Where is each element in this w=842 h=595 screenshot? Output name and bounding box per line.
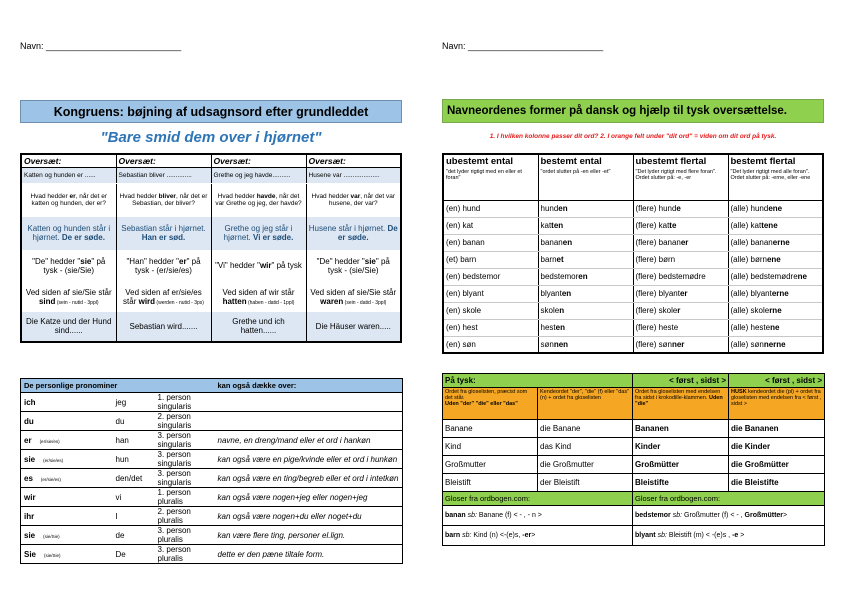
- name-field-left[interactable]: Navn: ___________________________: [20, 41, 182, 51]
- danish-pronoun: De: [115, 549, 126, 559]
- noun-form: (en) kat: [443, 217, 538, 234]
- agreement-table: [20, 153, 402, 343]
- question-cell: Hvad hedder er, når det er katten og hunden, der er?: [21, 184, 116, 217]
- agreement-section: [20, 100, 402, 343]
- nouns-col-header: ubestemt flertal: [633, 154, 728, 168]
- prompt-cell: Katten og hunden er ......: [21, 168, 116, 184]
- noun-form: (alle) kattene: [728, 217, 823, 234]
- first-last-hint: < først , sidst >: [633, 374, 729, 388]
- nouns-title: Navneordenes former på dansk og hjælp til tysk oversættelse.: [442, 99, 824, 123]
- noun-form: (en) banan: [443, 234, 538, 251]
- danish-pronoun: jeg: [116, 393, 158, 412]
- noun-form: (alle) sønnerne: [730, 339, 786, 349]
- verb-cell: Ved siden af sie/Sie står sind (sein - nutid - 3ppl): [21, 282, 116, 312]
- noun-row: [443, 251, 823, 268]
- noun-form: bedstemoren: [538, 268, 633, 285]
- first-last-hint: < først , sidst >: [729, 374, 825, 388]
- noun-form: (en) bedstemor: [443, 268, 538, 285]
- danish-pronoun: I: [116, 507, 158, 526]
- noun-form: (alle) skolerne: [728, 302, 823, 319]
- nouns-col-header: bestemt ental: [538, 154, 633, 168]
- noun-form: (flere) hunde: [633, 200, 728, 217]
- pronoun-cell: "De" hedder "sie" på tysk - (sie/Sie): [21, 250, 116, 282]
- german-word: Bleistift: [443, 474, 538, 492]
- pronoun-row: [21, 450, 403, 469]
- person-label: 3. person singularis: [158, 431, 218, 450]
- answer-cell: Sebastian wird.......: [116, 312, 211, 342]
- german-plural-article: die Großmütter: [729, 456, 825, 474]
- noun-form: (en) søn: [443, 336, 538, 353]
- noun-row: [443, 234, 823, 251]
- german-with-article: das Kind: [538, 438, 633, 456]
- glossary-header: Gloser fra ordbogen.com:: [443, 492, 633, 506]
- german-pronoun: Sie (sie/Sie): [24, 549, 61, 559]
- german-plural-article: die Bananen: [729, 420, 825, 438]
- german-label: På tysk:: [443, 374, 633, 388]
- pronoun-cell: "De" hedder "sie" på tysk - (sie/Sie): [316, 256, 390, 275]
- verb-cell: Ved siden af er/sie/es står wird (werden - nutid - 3ps): [116, 282, 211, 312]
- pronoun-note: [218, 393, 403, 412]
- danish-pronoun: han: [116, 431, 158, 450]
- col-header: Oversæt:: [21, 154, 116, 168]
- noun-form: skolen: [538, 302, 633, 319]
- german-col-desc: Ordet fra gloselisten, præcist som det står. Uden "der" "die" eller "das": [443, 388, 538, 420]
- german-plural-article: die Bleistifte: [729, 474, 825, 492]
- nouns-instruction: 1. I hvilken kolonne passer dit ord? 2. I orange felt under "dit ord" = viden om dit ord på tysk.: [489, 133, 777, 140]
- prompt-cell: Husene var ....................: [306, 168, 401, 184]
- german-row: [443, 456, 825, 474]
- german-pronoun: du: [21, 412, 116, 431]
- pronoun-row: [21, 412, 403, 431]
- pronoun-note: kan også være nogen+du eller noget+du: [218, 507, 403, 526]
- german-plural-article: die Kinder: [729, 438, 825, 456]
- col-header: Oversæt:: [306, 154, 401, 168]
- german-pronoun: er (er/sie/es): [21, 431, 116, 450]
- pronoun-note: kan også være en pige/kvinde eller et ord i hunkøn: [218, 450, 403, 469]
- glossary-entry: banan sb: Banane (f) < - , - n >: [443, 506, 633, 526]
- noun-row: [443, 200, 823, 217]
- person-label: 3. person singularis: [158, 469, 218, 488]
- pronoun-row: [21, 545, 403, 564]
- noun-form: sønnen: [538, 336, 633, 353]
- verb-cell: Ved siden af sie/Sie står waren (sein - datid - 3ppl): [310, 287, 397, 306]
- noun-form: (alle) bedstemødrene: [728, 268, 823, 285]
- nouns-col-desc: "ordet slutter på -en eller -et": [538, 168, 633, 200]
- noun-form: hesten: [538, 319, 633, 336]
- noun-form: (en) skole: [443, 302, 538, 319]
- corner-cell: Husene står i hjørnet. De er søde.: [306, 217, 401, 250]
- nouns-col-desc: "Det lyder rigtigt med flere foran". Ordet slutter på: -e, -er: [633, 168, 728, 200]
- nouns-col-desc: "det lyder rigtigt med en eller et foran": [443, 168, 538, 200]
- german-plural: Bananen: [633, 420, 729, 438]
- noun-form: bananen: [538, 234, 633, 251]
- corner-cell: Grethe og jeg står i hjørnet. Vi er søde.: [211, 217, 306, 250]
- noun-row: [443, 285, 823, 302]
- noun-form: (flere) bananer: [633, 234, 728, 251]
- noun-form: (flere) børn: [633, 251, 728, 268]
- agreement-subtitle: "Bare smid dem over i hjørnet": [100, 129, 322, 146]
- german-row: [443, 420, 825, 438]
- name-field-right[interactable]: Navn: ___________________________: [442, 41, 604, 51]
- person-label: 3. person singularis: [158, 450, 218, 469]
- noun-row: [443, 302, 823, 319]
- noun-form: katten: [538, 217, 633, 234]
- person-label: 2. person pluralis: [158, 507, 218, 526]
- noun-form: (flere) blyanter: [633, 285, 728, 302]
- pronoun-cell: "Han" hedder "er" på tysk - (er/sie/es): [116, 250, 211, 282]
- pronoun-row: [21, 393, 403, 412]
- noun-row: [443, 336, 823, 353]
- question-cell: Hvad hedder var, når det var husene, der var?: [311, 193, 395, 208]
- prompt-cell: Sebastian bliver ..............: [116, 168, 211, 184]
- question-cell: Hvad hedder bliver, når det er Sebastian, der bliver?: [116, 184, 211, 217]
- german-word: Großmutter: [443, 456, 538, 474]
- german-row: [443, 438, 825, 456]
- german-pronoun: wir: [21, 488, 116, 507]
- german-plural: Bleistifte: [633, 474, 729, 492]
- noun-form: (flere) bedstemødre: [633, 268, 728, 285]
- answer-cell: Die Häuser waren.....: [306, 312, 401, 342]
- german-plural: Großmütter: [633, 456, 729, 474]
- glossary-entry: bedstemor sb: Großmutter (f) < - , Großmütter>: [633, 506, 825, 526]
- german-pronoun: sie (er/sie/es): [21, 450, 116, 469]
- german-table: [442, 373, 825, 546]
- noun-form: (alle) hundene: [728, 200, 823, 217]
- german-word: Banane: [443, 420, 538, 438]
- nouns-col-header: bestemt flertal: [730, 156, 796, 167]
- danish-pronoun: de: [116, 526, 158, 545]
- pronoun-row: [21, 526, 403, 545]
- col-header: Oversæt:: [211, 154, 306, 168]
- pronouns-section: [20, 378, 402, 564]
- corner-cell: Sebastian står i hjørnet. Han er sød.: [116, 217, 211, 250]
- noun-form: (alle) børnene: [728, 251, 823, 268]
- noun-form: (flere) skoler: [633, 302, 728, 319]
- german-col-desc: HUSK kendeordet die (pl) + ordet fra gloselisten med endelsen fra < først , sidst >: [729, 388, 825, 420]
- pronouns-table: [20, 378, 403, 564]
- noun-form: (alle) blyanterne: [728, 285, 823, 302]
- noun-form: (et) barn: [443, 251, 538, 268]
- noun-form: hunden: [538, 200, 633, 217]
- corner-cell: Katten og hunden står i hjørnet. De er søde.: [21, 217, 116, 250]
- person-label: 3. person pluralis: [158, 526, 218, 545]
- noun-form: barnet: [538, 251, 633, 268]
- german-col-desc: Ordet fra gloselisten med endelsen fra sidst i krokodille-klammen. Uden "die": [633, 388, 729, 420]
- pronoun-row: [21, 469, 403, 488]
- german-section: [442, 373, 824, 546]
- pronoun-cell: "Vi" hedder "wir" på tysk: [211, 250, 306, 282]
- noun-form: (en) hest: [443, 319, 538, 336]
- agreement-title: Kongruens: bøjning af udsagnsord efter grundleddet: [20, 100, 402, 123]
- pronoun-row: [21, 507, 403, 526]
- person-label: 1. person pluralis: [158, 488, 218, 507]
- german-row: [443, 474, 825, 492]
- answer-cell: Die Katze und der Hund sind......: [21, 312, 116, 342]
- german-word: Kind: [443, 438, 538, 456]
- person-label: 3. person pluralis: [157, 545, 191, 563]
- person-label: 2. person singularis: [158, 412, 218, 431]
- german-pronoun: sie (sie/Sie): [21, 526, 116, 545]
- glossary-entry: barn sb: Kind (n) <-(e)s, -er>: [443, 526, 633, 546]
- german-with-article: die Großmutter: [538, 456, 633, 474]
- german-pronoun: ihr: [21, 507, 116, 526]
- noun-form: (en) blyant: [443, 285, 538, 302]
- german-pronoun: ich: [21, 393, 116, 412]
- noun-form: (flere) katte: [633, 217, 728, 234]
- noun-form: (alle) bananerne: [728, 234, 823, 251]
- noun-form: (alle) hestene: [728, 319, 823, 336]
- noun-row: [443, 217, 823, 234]
- german-with-article: die Banane: [538, 420, 633, 438]
- verb-cell: Ved siden af wir står hatten (haben - datid - 1ppl): [211, 282, 306, 312]
- danish-pronoun: du: [116, 412, 158, 431]
- noun-form: blyanten: [538, 285, 633, 302]
- pronoun-note: [218, 412, 403, 431]
- noun-form: (flere) sønner: [633, 336, 728, 353]
- question-cell: Hvad hedder havde, når det var Grethe og jeg, der havde?: [211, 184, 306, 217]
- german-col-desc: Kendeordet "der", "die" (f) eller "das" (n) + ordet fra gloselisten: [538, 388, 633, 420]
- noun-form: (en) hund: [443, 200, 538, 217]
- nouns-col-desc: "Det lyder rigtigt med alle foran". Ordet slutter på: -erne, eller -ene: [728, 168, 823, 200]
- pronoun-note: kan også være en ting/begreb eller et ord i intetkøn: [218, 469, 403, 488]
- german-with-article: der Bleistift: [538, 474, 633, 492]
- nouns-col-header: ubestemt ental: [443, 154, 538, 168]
- noun-form: (flere) heste: [633, 319, 728, 336]
- danish-pronoun: den/det: [116, 469, 158, 488]
- pronoun-note: kan også være nogen+jeg eller nogen+jeg: [218, 488, 403, 507]
- german-pronoun: es (er/sie/es): [21, 469, 116, 488]
- glossary-entry: blyant sb: Bleistift (m) < -(e)s , -e >: [635, 532, 745, 539]
- pronoun-note: navne, en dreng/mand eller et ord i hankøn: [218, 431, 403, 450]
- pronouns-header: De personlige pronominer: [21, 379, 218, 393]
- pronoun-row: [21, 431, 403, 450]
- pronoun-note: kan være flere ting, personer el.lign.: [218, 526, 403, 545]
- pronoun-row: [21, 488, 403, 507]
- danish-pronoun: vi: [116, 488, 158, 507]
- prompt-cell: Grethe og jeg havde..........: [211, 168, 306, 184]
- danish-pronoun: hun: [116, 450, 158, 469]
- pronouns-note-header: kan også dække over:: [218, 379, 403, 393]
- answer-cell: Grethe und ich hatten......: [211, 312, 306, 342]
- col-header: Oversæt:: [116, 154, 211, 168]
- pronoun-note: dette er den pæne tiltale form.: [217, 549, 325, 559]
- nouns-table: [442, 153, 824, 354]
- glossary-header: Gloser fra ordbogen.com:: [633, 492, 825, 506]
- noun-row: [443, 268, 823, 285]
- person-label: 1. person singularis: [158, 393, 218, 412]
- german-plural: Kinder: [633, 438, 729, 456]
- noun-row: [443, 319, 823, 336]
